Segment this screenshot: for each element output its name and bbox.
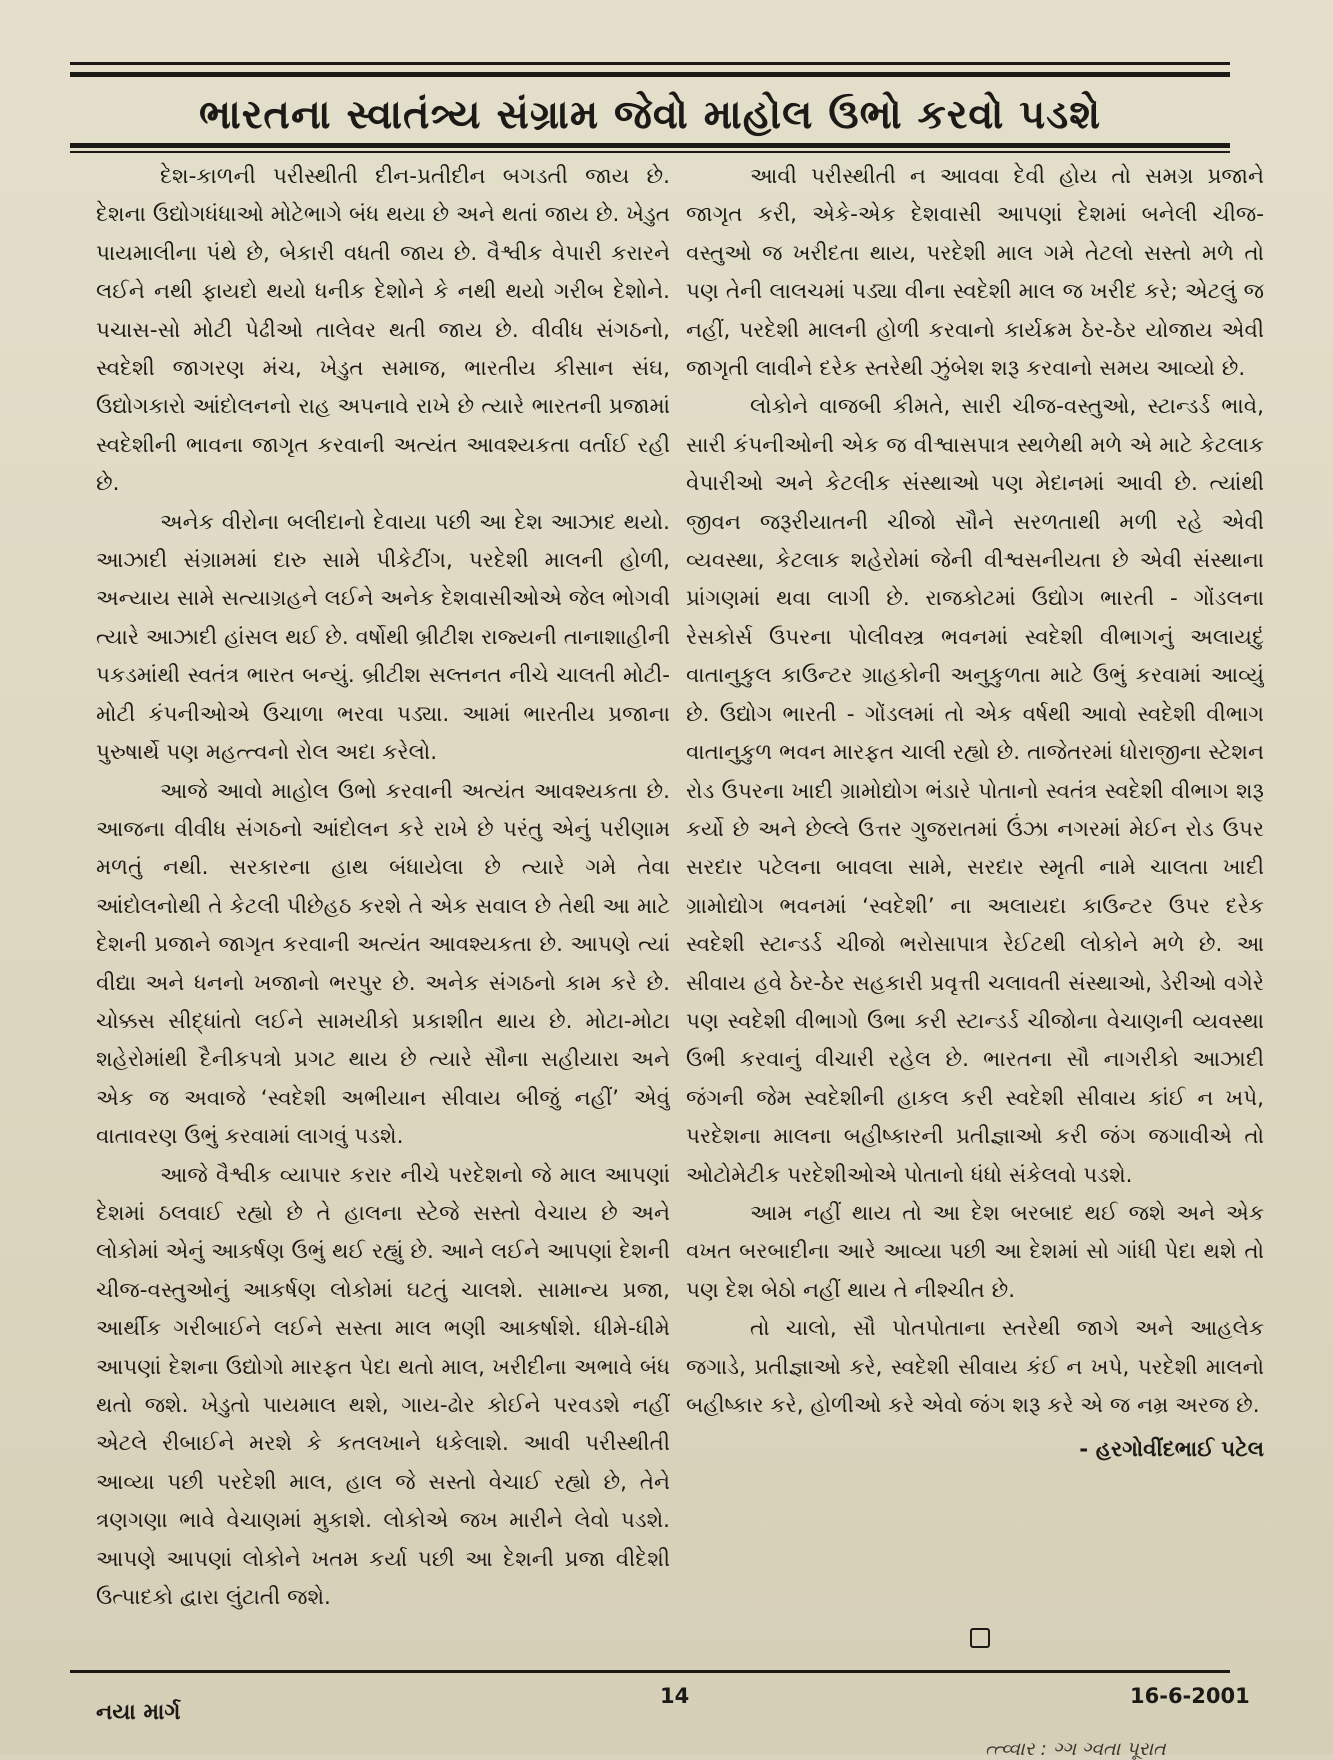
left-column — [96, 158, 670, 1648]
paragraph-7: આમ નહીં થાય તો આ દેશ બરબાદ થઈ જશે અને એક વખત બરબાદીના આરે આવ્યા પછી આ દેશમાં સો ગાંધી પેદા થશે તો પણ દેશ બેઠો નહીં થાય તે નીશ્ચીત છે. — [686, 1200, 1264, 1303]
publication-name: નયા માર્ગ — [96, 1700, 181, 1725]
paragraph-3: આજે આવો માહોલ ઉભો કરવાની અત્યંત આવશ્યકતા છે. આજના વીવીધ સંગઠનો આંદોલન કરે રાખે છે પરંતુ એનું પરીણામ મળતું નથી. સરકારના હાથ બંધાયેલા છે ત્યારે ગમે તેવા આંદોલનોથી તે કેટલી પીછેહઠ કરશે તે એક સવાલ છે તેથી આ માટે દેશની પ્રજાને જાગૃત કરવાની અત્યંત આવશ્યકતા છે. આપણે ત્યાં વીદ્યા અને ધનનો ખજાનો ભરપુર છે. અનેક સંગઠનો કામ કરે છે. ચોક્કસ સીદ્ધાંતો લઈને સામયીકો પ્રકાશીત થાય છે. મોટા-મોટા શહેરોમાંથી દૈનીકપત્રો પ્રગટ થાય છે ત્યારે સૌના સહીયારા અને એક જ અવાજે ‘સ્વદેશી અભીયાન સીવાય બીજું નહીં’ એવું વાતાવરણ ઉભું કરવામાં લાગવું પડશે. — [96, 778, 670, 1150]
paragraph-4: આજે વૈશ્વીક વ્યાપાર કરાર નીચે પરદેશનો જે માલ આપણાં દેશમાં ઠલવાઈ રહ્યો છે તે હાલના સ્ટેજે સસ્તો વેચાય છે અને લોકોમાં એનું આકર્ષણ ઉભું થઈ રહ્યું છે. આને લઈને આપણાં દેશની ચીજ-વસ્તુઓનું આકર્ષણ લોકોમાં ઘટતું ચાલશે. સામાન્ય પ્રજા, આર્થીક ગરીબાઈને લઈને સસ્તા માલ ભણી આકર્ષાશે. ધીમે-ધીમે આપણાં દેશના ઉદ્યોગો મારફત પેદા થતો માલ, ખરીદીના અભાવે બંધ થતો જશે. ખેડુતો પાયમાલ થશે, ગાય-ઢોર કોઈને પરવડશે નહીં એટલે રીબાઈને મરશે કે કતલખાને ધકેલાશે. આવી પરીસ્થીતી આવ્યા પછી પરદેશી માલ, હાલ જે સસ્તો વેચાઈ રહ્યો છે, તેને ત્રણગણા ભાવે વેચાણમાં મુકાશે. લોકોએ જખ મારીને લેવો પડશે. આપણે આપણાં લોકોને ખતમ કર્યા પછી આ દેશની પ્રજા વીદેશી ઉત્પાદકો દ્વારા લુંટાતી જશે. — [96, 1162, 670, 1611]
paragraph-2: અનેક વીરોના બલીદાનો દેવાયા પછી આ દેશ આઝાદ થયો. આઝાદી સંગ્રામમાં દારુ સામે પીકેટીંગ, પરદેશી માલની હોળી, અન્યાય સામે સત્યાગ્રહને લઈને અનેક દેશવાસીઓએ જેલ ભોગવી ત્યારે આઝાદી હાંસલ થઈ છે. વર્ષોથી બ્રીટીશ રાજ્યની તાનાશાહીની પકડમાંથી સ્વતંત્ર ભારત બન્યું. બ્રીટીશ સલ્તનત નીચે ચાલતી મોટી-મોટી કંપનીઓએ ઉચાળા ભરવા પડ્યા. આમાં ભારતીય પ્રજાના પુરુષાર્થે પણ મહત્ત્વનો રોલ અદા કરેલો. — [96, 509, 670, 766]
title-bottom-rule — [70, 143, 1230, 148]
author-signature: - હરગોવીંદભાઈ પટેલ — [1079, 1437, 1264, 1463]
footer-rule — [70, 1670, 1230, 1673]
page-number: 14 — [660, 1684, 690, 1708]
top-rule — [70, 62, 1230, 65]
title-bottom-rule-thin — [70, 151, 1230, 153]
end-mark-icon — [970, 1628, 990, 1648]
right-column — [686, 158, 1264, 1648]
issue-date: 16-6-2001 — [1130, 1684, 1250, 1708]
article-headline: ભારતના સ્વાતંત્ર્ય સંગ્રામ જેવો માહોલ ઉભો કરવો પડશે — [198, 92, 1102, 138]
paragraph-5: આવી પરીસ્થીતી ન આવવા દેવી હોય તો સમગ્ર પ્રજાને જાગૃત કરી, એકે-એક દેશવાસી આપણાં દેશમાં બનેલી ચીજ-વસ્તુઓ જ ખરીદતા થાય, પરદેશી માલ ગમે તેટલો સસ્તો મળે તો પણ તેની લાલચમાં પડ્યા વીના સ્વદેશી માલ જ ખરીદ કરે; એટલું જ નહીં, પરદેશી માલની હોળી કરવાનો કાર્યક્રમ ઠેર-ઠેર યોજાય એવી જાગૃતી લાવીને દરેક સ્તરેથી ઝુંબેશ શરૂ કરવાનો સમય આવ્યો છે. — [686, 164, 1264, 382]
paragraph-1: દેશ-કાળની પરીસ્થીતી દીન-પ્રતીદીન બગડતી જાય છે. દેશના ઉદ્યોગધંધાઓ મોટેભાગે બંધ થયા છે અને થતાં જાય છે. ખેડુત પાયમાલીના પંથે છે, બેકારી વધતી જાય છે. વૈશ્વીક વેપારી કરારને લઈને નથી ફાયદો થયો ધનીક દેશોને કે નથી થયો ગરીબ દેશોને. પચાસ-સો મોટી પેઢીઓ તાલેવર થતી જાય છે. વીવીધ સંગઠનો, સ્વદેશી જાગરણ મંચ, ખેડુત સમાજ, ભારતીય કીસાન સંઘ, ઉદ્યોગકારો આંદોલનનો રાહ અપનાવે રાખે છે ત્યારે ભારતની પ્રજામાં સ્વદેશીની ભાવના જાગૃત કરવાની અત્યંત આવશ્યકતા વર્તાઈ રહી છે. — [96, 164, 670, 497]
paragraph-8: તો ચાલો, સૌ પોતપોતાના સ્તરેથી જાગે અને આહલેક જગાડે, પ્રતીજ્ઞાઓ કરે, સ્વદેશી સીવાય કંઈ ન ખપે, પરદેશી માલનો બહીષ્કાર કરે, હોળીઓ કરે એવો જંગ શરૂ કરે એ જ નમ્ર અરજ છે. — [686, 1316, 1264, 1418]
title-top-rule — [70, 72, 1230, 77]
paragraph-6: લોકોને વાજબી કીમતે, સારી ચીજ-વસ્તુઓ, સ્ટાન્ડર્ડ ભાવે, સારી કંપનીઓની એક જ વીશ્વાસપાત્ર સ્થળેથી મળે એ માટે કેટલાક વેપારીઓ અને કેટલીક સંસ્થાઓ પણ મેદાનમાં આવી છે. ત્યાંથી જીવન જરૂરીયાતની ચીજો સૌને સરળતાથી મળી રહે એવી વ્યવસ્થા, કેટલાક શહેરોમાં જેની વીશ્વસનીયતા છે એવી સંસ્થાના પ્રાંગણમાં થવા લાગી છે. રાજકોટમાં ઉદ્યોગ ભારતી - ગોંડલના રેસકોર્સ ઉપરના પોલીવસ્ત્ર ભવનમાં સ્વદેશી વીભાગનું અલાયદું વાતાનુકુલ કાઉન્ટર ગ્રાહકોની અનુકુળતા માટે ઉભું કરવામાં આવ્યું છે. ઉદ્યોગ ભારતી - ગોંડલમાં તો એક વર્ષથી આવો સ્વદેશી વીભાગ વાતાનુકુળ ભવન મારફત ચાલી રહ્યો છે. તાજેતરમાં ધોરાજીના સ્ટેશન રોડ ઉપરના ખાદી ગ્રામોદ્યોગ ભંડારે પોતાનો સ્વતંત્ર સ્વદેશી વીભાગ શરૂ કર્યો છે અને છેલ્લે ઉત્તર ગુજરાતમાં ઉંઝા નગરમાં મેઈન રોડ ઉપર સરદાર પટેલના બાવલા સામે, સરદાર સ્મૃતી નામે ચાલતા ખાદી ગ્રામોદ્યોગ ભવનમાં ‘સ્વદેશી’ ના અલાયદા કાઉન્ટર ઉપર દરેક સ્વદેશી સ્ટાન્ડર્ડ ચીજો ભરોસાપાત્ર રેઈટથી લોકોને મળે છે. આ સીવાય હવે ઠેર-ઠેર સહકારી પ્રવૃત્તી ચલાવતી સંસ્થાઓ, ડેરીઓ વગેરે પણ સ્વદેશી વીભાગો ઉભા કરી સ્ટાન્ડર્ડ ચીજોના વેચાણની વ્યવસ્થા ઉભી કરવાનું વીચારી રહેલ છે. ભારતના સૌ નાગરીકો આઝાદી જંગની જેમ સ્વદેશીની હાકલ કરી સ્વદેશી સીવાય કાંઈ ન ખપે, પરદેશના માલના બહીષ્કારની પ્રતીજ્ઞાઓ કરી જંગ જગાવીએ તો ઓટોમેટીક પરદેશીઓએ પોતાનો ધંધો સંકેલવો પડશે. — [686, 394, 1264, 1188]
cut-off-caption: ત્ત્વ્વાર : ગ્ગ ગ્વતા પૂરાત — [985, 1738, 1166, 1760]
